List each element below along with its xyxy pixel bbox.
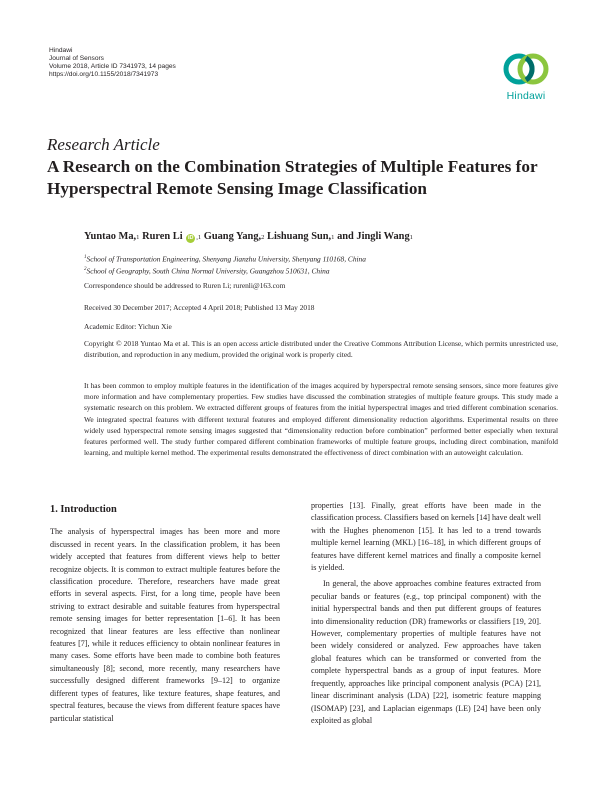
intro-paragraph: properties [13]. Finally, great efforts have been made in the classification process. Classifiers based on kernels [14] have dealt well with the Hughes phenomenon [15]. It has led to a trend towards multiple kernel learning (MKL) [16–18], in which different groups of features have different kernel matrices and finally a composite kernel is yielded.	[311, 501, 541, 573]
doi-link[interactable]: https://doi.org/10.1155/2018/7341973	[49, 70, 159, 78]
author-name: Ruren Li	[142, 231, 183, 242]
author-affil-sup: ,1	[196, 234, 202, 241]
article-dates: Received 30 December 2017; Accepted 4 April 2018; Published 13 May 2018	[84, 303, 315, 312]
journal-volume: Volume 2018, Article ID 7341973, 14 pages	[49, 62, 176, 70]
author-affil-sup: 1	[331, 234, 335, 241]
affiliation-line	[84, 252, 366, 264]
author-name: Yuntao Ma,	[84, 231, 137, 242]
affiliation-sup: 2	[84, 267, 87, 273]
affiliation-text: School of Transportation Engineering, Shenyang Jianzhu University, Shenyang 110168, China	[86, 254, 366, 264]
academic-editor: Academic Editor: Yichun Xie	[84, 322, 172, 331]
column-left	[50, 504, 280, 725]
article-type: Research Article	[47, 135, 160, 154]
author-affil-sup: 2	[261, 234, 265, 241]
hindawi-logo-text: Hindawi	[506, 90, 546, 102]
affiliation-text: School of Geography, South China Normal University, Guangzhou 510631, China	[86, 266, 330, 276]
copyright-notice: Copyright © 2018 Yuntao Ma et al. This is an open access article distributed under the Creative Commons Attribution License, which permits unrestricted use, distribution, and reproduction in any medium, provided the original work is properly cited.	[84, 339, 558, 360]
column-right	[311, 500, 541, 727]
affiliation-sup: 1	[84, 255, 87, 260]
section-heading: 1. Introduction	[50, 504, 117, 515]
article-title	[47, 156, 567, 199]
affiliations	[84, 252, 366, 277]
affiliation-line	[84, 264, 366, 276]
hindawi-logo	[496, 48, 556, 108]
title-line-2: Hyperspectral Remote Sensing Image Classification	[47, 178, 427, 198]
journal-meta	[49, 47, 176, 79]
author-affil-sup: 1	[136, 234, 140, 241]
correspondence: Correspondence should be addressed to Ruren Li; rurenli@163.com	[84, 281, 286, 290]
orcid-icon[interactable]: iD	[187, 235, 194, 241]
intro-paragraph: The analysis of hyperspectral images has been more and more discussed in recent years. In the classification problem, it has been widely accepted that features from different views help to better recognize objects. It is common to extract multiple features before the classification procedure. Therefore, researchers have made great efforts in several aspects. First, for a long time, people have been striving to extract desirable and suitable features from hyperspectral remote sensing images for better representation [1–6]. It has been recognized that linear features are less effective than nonlinear features [7], while it reduces efficiency to obtain nonlinear features in many cases. Some efforts have been made to combine both features simultaneously [8]; second, more recently, many researchers have successfully designed different frameworks [9–12] to organize different types of features, like texture features, shape features, and spectral features, because the views from different feature spaces have particular statistical	[50, 527, 280, 723]
author-list	[84, 231, 413, 243]
author-name: Lishuang Sun,	[267, 231, 332, 242]
intro-paragraph: In general, the above approaches combine features extracted from peculiar bands or features (e.g., top principal component) with the initial hyperspectral bands and then put different groups of features into dimensionality reduction (DR) frameworks or classifiers [19, 20]. However, complementary properties of multiple features have not been widely considered or analyzed. Few approaches have taken global features which can be transformed or converted from the complete hyperspectral bands as a group of input features. More frequently, approaches like principal component analysis (PCA) [21], linear discriminant analysis (LDA) [22], isometric feature mapping (ISOMAP) [23], and Laplacian eigenmaps (LE) [24] have been only exploited as global	[311, 579, 541, 725]
abstract: It has been common to employ multiple features in the identification of the images acquired by hyperspectral remote sensing sensors, since more features give more information and have complementary properties. Few studies have discussed the combination strategies of multiple feature groups. This study made a systematic research on this problem. We extracted different groups of features from the initial hyperspectral images and tried different combination scenarios. We integrated spectral features with different textural features and employed different dimensionality reduction algorithms. Experimental results on three widely used hyperspectral remote sensing images suggested that “dimensionality reduction before combination” performed better especially when textural features performed well. The study further compared different combination frameworks of multiple feature groups, including direct combination, manifold learning, and multiple kernel method. The experimental results demonstrated the effectiveness of direct combination with an autoweight calculation.	[84, 381, 558, 458]
journal-name: Journal of Sensors	[49, 54, 104, 62]
hindawi-logo-icon	[496, 48, 556, 92]
publisher-name: Hindawi	[49, 47, 73, 54]
author-name: Guang Yang,	[203, 231, 262, 242]
title-line-1: A Research on the Combination Strategies of Multiple Features for	[47, 157, 538, 176]
author-name: and Jingli Wang	[337, 231, 410, 242]
author-affil-sup: 1	[409, 234, 413, 241]
